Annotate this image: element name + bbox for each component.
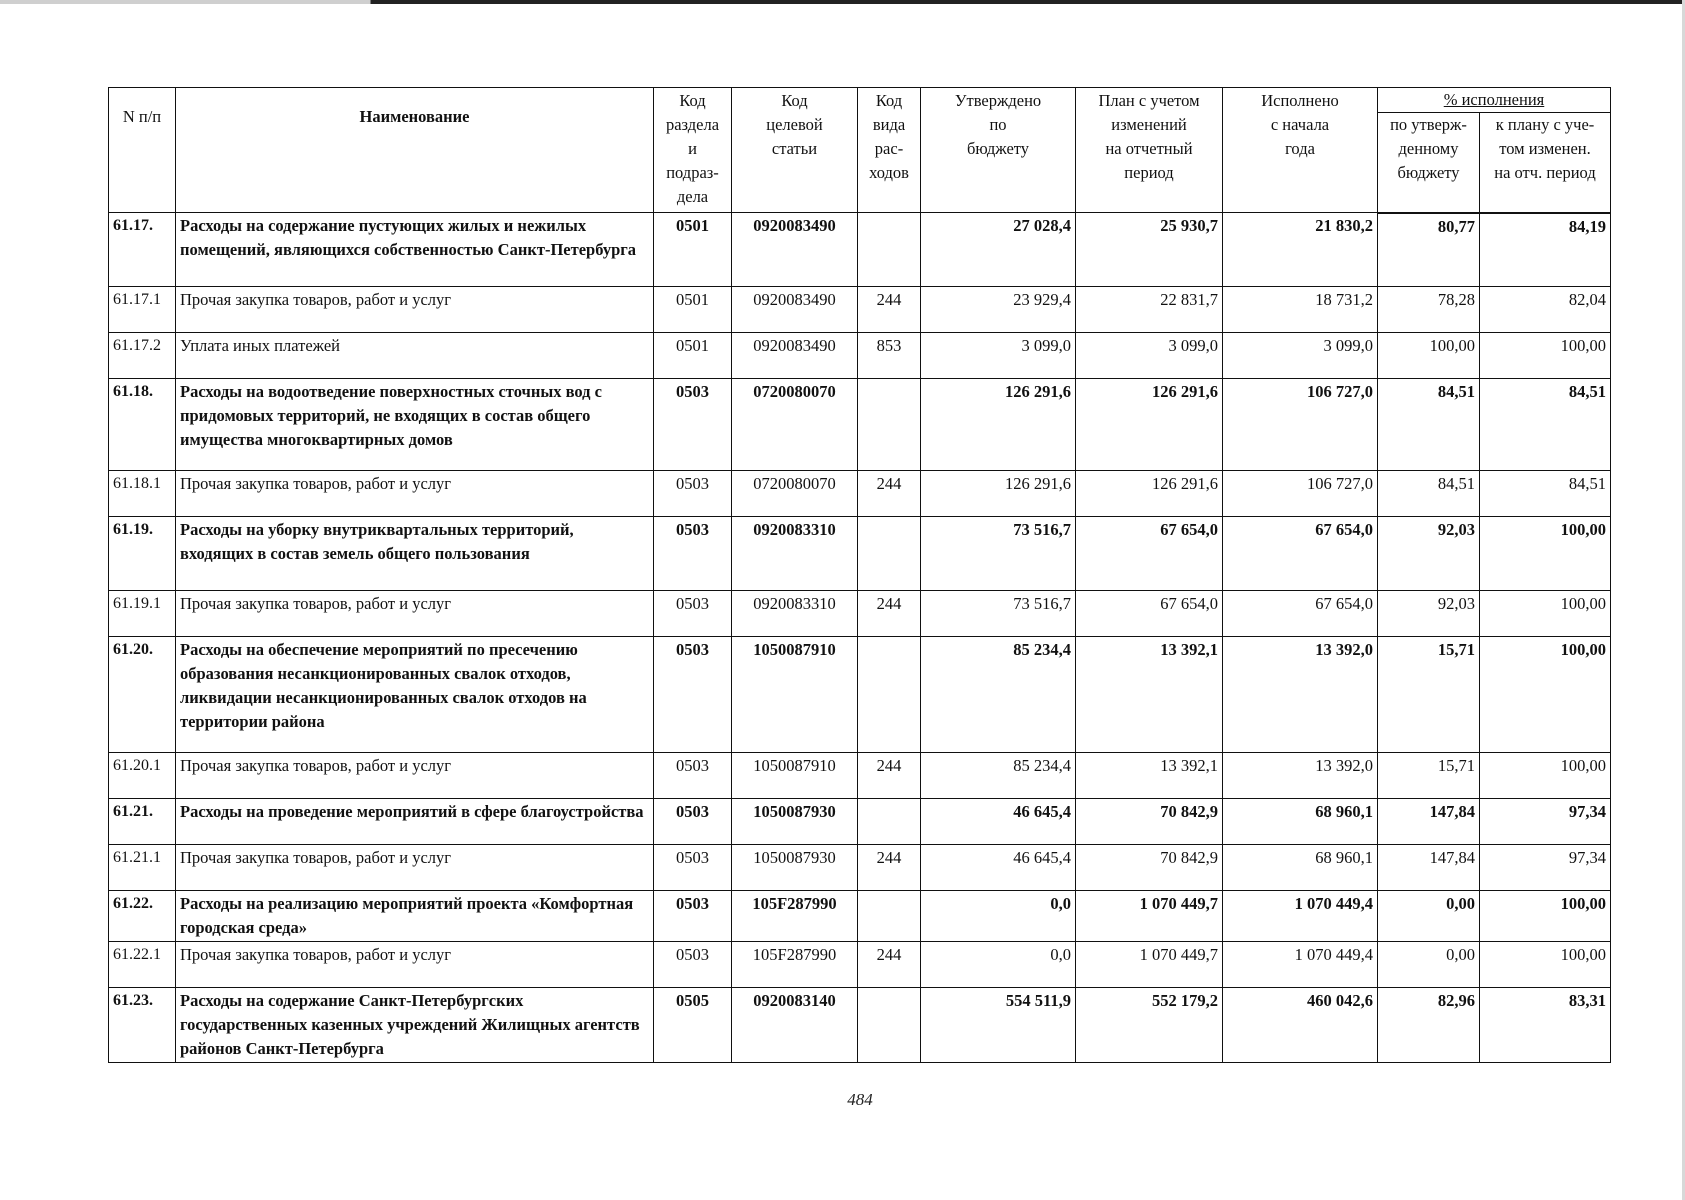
header-target-code <box>732 88 858 213</box>
row-pct-plan: 100,00 <box>1480 333 1611 379</box>
row-section-code: 0503 <box>654 471 732 517</box>
row-index: 61.17.1 <box>109 287 176 333</box>
row-section-code: 0501 <box>654 333 732 379</box>
row-target-code: 0920083490 <box>732 287 858 333</box>
row-approved: 46 645,4 <box>921 845 1076 891</box>
row-name: Расходы на содержание Санкт-Петербургских государственных казенных учреждений Жилищных агентств районов Санкт-Петербурга <box>176 988 654 1063</box>
row-pct-budget: 0,00 <box>1378 891 1480 942</box>
row-expense-code <box>858 637 921 753</box>
row-pct-budget: 84,51 <box>1378 471 1480 517</box>
row-expense-code: 244 <box>858 591 921 637</box>
row-pct-budget: 82,96 <box>1378 988 1480 1063</box>
row-index: 61.23. <box>109 988 176 1063</box>
row-executed: 460 042,6 <box>1223 988 1378 1063</box>
header-executed-line: года <box>1285 139 1315 158</box>
row-executed: 1 070 449,4 <box>1223 942 1378 988</box>
row-target-code: 1050087910 <box>732 753 858 799</box>
header-plan-line: период <box>1124 163 1174 182</box>
row-section-code: 0501 <box>654 287 732 333</box>
row-index: 61.17.2 <box>109 333 176 379</box>
header-pct-plan-line: на отч. период <box>1494 163 1596 182</box>
row-target-code: 0720080070 <box>732 379 858 471</box>
header-section-code-line: дела <box>676 187 709 206</box>
scan-edge-top <box>0 0 1685 4</box>
row-section-code: 0503 <box>654 517 732 591</box>
header-section-code-line: и <box>688 139 697 158</box>
row-expense-code <box>858 517 921 591</box>
row-approved: 0,0 <box>921 942 1076 988</box>
row-index: 61.21. <box>109 799 176 845</box>
header-executed <box>1223 88 1378 213</box>
row-approved: 85 234,4 <box>921 753 1076 799</box>
row-approved: 126 291,6 <box>921 471 1076 517</box>
row-plan: 70 842,9 <box>1076 799 1223 845</box>
row-approved: 0,0 <box>921 891 1076 942</box>
row-pct-budget: 100,00 <box>1378 333 1480 379</box>
row-name: Расходы на проведение мероприятий в сфере благоустройства <box>176 799 654 845</box>
row-plan: 67 654,0 <box>1076 591 1223 637</box>
row-expense-code: 244 <box>858 471 921 517</box>
table-row <box>109 753 1611 799</box>
row-pct-budget: 147,84 <box>1378 845 1480 891</box>
row-approved: 23 929,4 <box>921 287 1076 333</box>
row-executed: 106 727,0 <box>1223 379 1378 471</box>
row-expense-code: 244 <box>858 287 921 333</box>
row-name: Прочая закупка товаров, работ и услуг <box>176 287 654 333</box>
row-plan: 1 070 449,7 <box>1076 891 1223 942</box>
row-pct-budget: 92,03 <box>1378 517 1480 591</box>
row-approved: 126 291,6 <box>921 379 1076 471</box>
row-index: 61.22. <box>109 891 176 942</box>
row-executed: 68 960,1 <box>1223 845 1378 891</box>
header-name-text: Наименование <box>359 107 470 126</box>
row-name: Расходы на обеспечение мероприятий по пресечению образования несанкционированных свалок отходов, ликвидации несанкционированных свалок отходов на территории района <box>176 637 654 753</box>
row-name: Уплата иных платежей <box>176 333 654 379</box>
row-section-code: 0503 <box>654 379 732 471</box>
row-approved: 3 099,0 <box>921 333 1076 379</box>
row-index: 61.18.1 <box>109 471 176 517</box>
row-plan: 67 654,0 <box>1076 517 1223 591</box>
row-plan: 25 930,7 <box>1076 213 1223 287</box>
row-pct-plan: 84,51 <box>1480 379 1611 471</box>
row-pct-plan: 84,19 <box>1480 213 1611 287</box>
header-expense-code-line: рас- <box>874 139 904 158</box>
header-section-code-line: Код <box>679 91 706 110</box>
header-plan-line: на отчетный <box>1105 139 1193 158</box>
row-index: 61.19. <box>109 517 176 591</box>
header-approved-line: Утверждено <box>954 91 1042 110</box>
row-pct-budget: 92,03 <box>1378 591 1480 637</box>
row-plan: 126 291,6 <box>1076 379 1223 471</box>
row-expense-code <box>858 379 921 471</box>
header-section-code-line: раздела <box>665 115 720 134</box>
row-approved: 27 028,4 <box>921 213 1076 287</box>
header-expense-code-line: ходов <box>869 163 909 182</box>
header-pct-plan-line: том изменен. <box>1499 139 1591 158</box>
table-row <box>109 637 1611 753</box>
row-name: Прочая закупка товаров, работ и услуг <box>176 591 654 637</box>
header-target-code-line: целевой <box>766 115 823 134</box>
row-target-code: 0920083310 <box>732 591 858 637</box>
row-pct-budget: 15,71 <box>1378 637 1480 753</box>
row-index: 61.20. <box>109 637 176 753</box>
row-pct-budget: 0,00 <box>1378 942 1480 988</box>
page-number: 484 <box>847 1090 873 1109</box>
row-pct-plan: 83,31 <box>1480 988 1611 1063</box>
row-section-code: 0503 <box>654 942 732 988</box>
table-row <box>109 517 1611 591</box>
row-approved: 554 511,9 <box>921 988 1076 1063</box>
row-pct-budget: 147,84 <box>1378 799 1480 845</box>
row-name: Расходы на содержание пустующих жилых и нежилых помещений, являющихся собственностью Санкт-Петербурга <box>176 213 654 287</box>
row-plan: 13 392,1 <box>1076 637 1223 753</box>
header-section-code-line: подраз- <box>666 163 719 182</box>
header-pct-budget-line: денному <box>1398 139 1459 158</box>
row-executed: 68 960,1 <box>1223 799 1378 845</box>
row-section-code: 0505 <box>654 988 732 1063</box>
row-index: 61.19.1 <box>109 591 176 637</box>
row-plan: 1 070 449,7 <box>1076 942 1223 988</box>
row-pct-budget: 80,77 <box>1378 213 1480 287</box>
row-target-code: 0920083490 <box>732 213 858 287</box>
table-row <box>109 287 1611 333</box>
row-plan: 3 099,0 <box>1076 333 1223 379</box>
header-executed-line: Исполнено <box>1261 91 1339 110</box>
header-target-code-line: Код <box>781 91 808 110</box>
row-pct-plan: 100,00 <box>1480 591 1611 637</box>
row-executed: 106 727,0 <box>1223 471 1378 517</box>
header-pct-plan <box>1480 113 1611 213</box>
table-row <box>109 799 1611 845</box>
row-target-code: 0920083310 <box>732 517 858 591</box>
row-target-code: 1050087910 <box>732 637 858 753</box>
row-expense-code <box>858 891 921 942</box>
row-index: 61.17. <box>109 213 176 287</box>
header-approved-line: бюджету <box>966 139 1030 158</box>
row-plan: 126 291,6 <box>1076 471 1223 517</box>
row-executed: 1 070 449,4 <box>1223 891 1378 942</box>
row-approved: 73 516,7 <box>921 591 1076 637</box>
row-target-code: 105F287990 <box>732 942 858 988</box>
table-row <box>109 591 1611 637</box>
table-row <box>109 213 1611 287</box>
row-expense-code: 853 <box>858 333 921 379</box>
row-pct-budget: 15,71 <box>1378 753 1480 799</box>
header-target-code-line: статьи <box>771 139 818 158</box>
header-executed-line: с начала <box>1270 115 1330 134</box>
row-pct-budget: 78,28 <box>1378 287 1480 333</box>
row-section-code: 0501 <box>654 213 732 287</box>
row-plan: 22 831,7 <box>1076 287 1223 333</box>
header-plan-line: План с учетом <box>1098 91 1200 110</box>
table-row <box>109 333 1611 379</box>
row-executed: 13 392,0 <box>1223 637 1378 753</box>
header-pct-budget-line: по утверж- <box>1390 115 1467 134</box>
row-pct-plan: 100,00 <box>1480 891 1611 942</box>
row-name: Прочая закупка товаров, работ и услуг <box>176 845 654 891</box>
row-section-code: 0503 <box>654 845 732 891</box>
header-plan-line: изменений <box>1111 115 1187 134</box>
budget-execution-table <box>108 87 1611 1063</box>
row-pct-plan: 97,34 <box>1480 799 1611 845</box>
row-target-code: 1050087930 <box>732 799 858 845</box>
row-executed: 67 654,0 <box>1223 591 1378 637</box>
row-index: 61.18. <box>109 379 176 471</box>
header-section-code <box>654 88 732 213</box>
row-plan: 70 842,9 <box>1076 845 1223 891</box>
row-section-code: 0503 <box>654 891 732 942</box>
header-pct-budget <box>1378 113 1480 213</box>
row-approved: 46 645,4 <box>921 799 1076 845</box>
row-plan: 13 392,1 <box>1076 753 1223 799</box>
row-target-code: 0920083490 <box>732 333 858 379</box>
table-row <box>109 942 1611 988</box>
row-pct-plan: 100,00 <box>1480 517 1611 591</box>
header-approved-line: по <box>989 115 1007 134</box>
row-index: 61.20.1 <box>109 753 176 799</box>
row-name: Расходы на реализацию мероприятий проекта «Комфортная городская среда» <box>176 891 654 942</box>
row-pct-plan: 100,00 <box>1480 637 1611 753</box>
row-expense-code <box>858 213 921 287</box>
row-executed: 18 731,2 <box>1223 287 1378 333</box>
row-executed: 21 830,2 <box>1223 213 1378 287</box>
row-executed: 3 099,0 <box>1223 333 1378 379</box>
row-executed: 67 654,0 <box>1223 517 1378 591</box>
row-name: Расходы на уборку внутриквартальных территорий, входящих в состав земель общего пользования <box>176 517 654 591</box>
row-expense-code <box>858 799 921 845</box>
header-row-top <box>109 88 1611 113</box>
header-expense-code-line: Код <box>875 91 903 110</box>
row-expense-code: 244 <box>858 753 921 799</box>
header-plan <box>1076 88 1223 213</box>
header-percent-group <box>1378 88 1611 113</box>
header-approved <box>921 88 1076 213</box>
row-name: Прочая закупка товаров, работ и услуг <box>176 471 654 517</box>
row-pct-plan: 100,00 <box>1480 942 1611 988</box>
row-index: 61.22.1 <box>109 942 176 988</box>
row-target-code: 1050087930 <box>732 845 858 891</box>
row-expense-code: 244 <box>858 942 921 988</box>
header-expense-code-line: вида <box>872 115 906 134</box>
row-pct-plan: 84,51 <box>1480 471 1611 517</box>
row-expense-code <box>858 988 921 1063</box>
row-pct-plan: 82,04 <box>1480 287 1611 333</box>
row-approved: 85 234,4 <box>921 637 1076 753</box>
table-row <box>109 988 1611 1063</box>
row-index: 61.21.1 <box>109 845 176 891</box>
header-pct-plan-line: к плану с уче- <box>1495 115 1595 134</box>
row-name: Прочая закупка товаров, работ и услуг <box>176 753 654 799</box>
table-row <box>109 471 1611 517</box>
header-percent-group-text: % исполнения <box>1443 90 1545 109</box>
row-approved: 73 516,7 <box>921 517 1076 591</box>
row-section-code: 0503 <box>654 591 732 637</box>
row-executed: 13 392,0 <box>1223 753 1378 799</box>
row-pct-plan: 100,00 <box>1480 753 1611 799</box>
row-pct-plan: 97,34 <box>1480 845 1611 891</box>
row-section-code: 0503 <box>654 637 732 753</box>
row-expense-code: 244 <box>858 845 921 891</box>
table-row <box>109 891 1611 942</box>
row-section-code: 0503 <box>654 753 732 799</box>
header-name <box>176 88 654 213</box>
header-num <box>109 88 176 213</box>
row-name: Расходы на водоотведение поверхностных сточных вод с придомовых территорий, не входящих в состав общего имущества многоквартирных домов <box>176 379 654 471</box>
row-name: Прочая закупка товаров, работ и услуг <box>176 942 654 988</box>
table-row <box>109 379 1611 471</box>
row-target-code: 0920083140 <box>732 988 858 1063</box>
header-expense-code <box>858 88 921 213</box>
header-pct-budget-line: бюджету <box>1397 163 1460 182</box>
row-plan: 552 179,2 <box>1076 988 1223 1063</box>
header-num-text: N п/п <box>122 107 162 126</box>
row-section-code: 0503 <box>654 799 732 845</box>
row-target-code: 0720080070 <box>732 471 858 517</box>
table-row <box>109 845 1611 891</box>
row-pct-budget: 84,51 <box>1378 379 1480 471</box>
table-body <box>109 213 1611 1063</box>
row-target-code: 105F287990 <box>732 891 858 942</box>
